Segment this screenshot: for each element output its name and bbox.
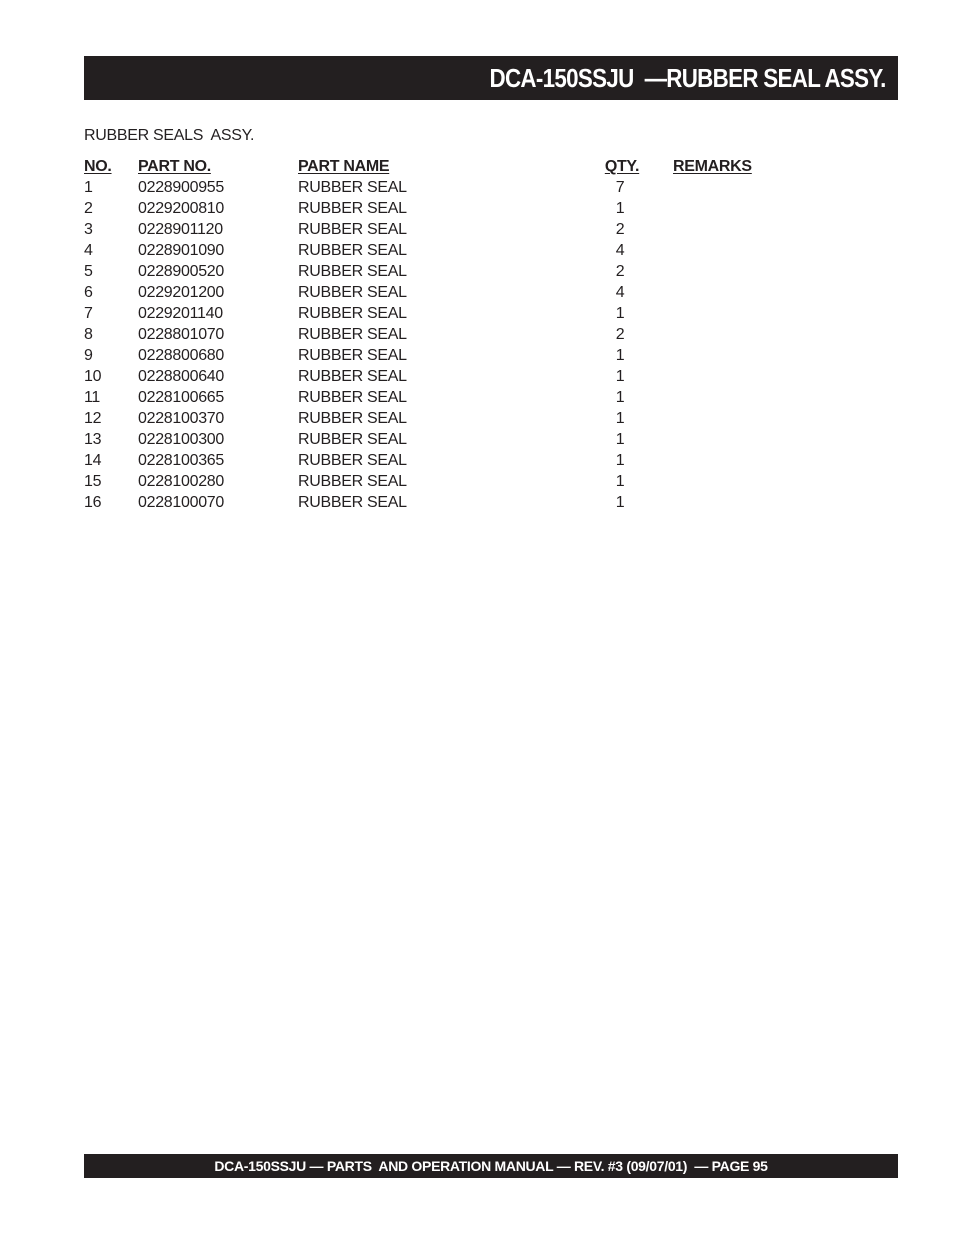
row-no: 2 <box>84 200 93 217</box>
row-qty: 1 <box>615 347 625 364</box>
row-part-name: RUBBER SEAL <box>298 284 407 301</box>
row-part-no: 0228100070 <box>138 494 224 511</box>
row-no: 14 <box>84 452 102 469</box>
row-no: 4 <box>84 242 93 259</box>
section-subtitle: RUBBER SEALS ASSY. <box>84 127 255 144</box>
row-part-no: 0229201200 <box>138 284 224 301</box>
row-qty: 1 <box>615 494 625 511</box>
row-part-name: RUBBER SEAL <box>298 431 407 448</box>
row-part-name: RUBBER SEAL <box>298 347 407 364</box>
row-part-name: RUBBER SEAL <box>298 452 407 469</box>
page-title-bar <box>84 56 898 100</box>
row-part-no: 0229200810 <box>138 200 224 217</box>
row-no: 9 <box>84 347 93 364</box>
page-footer-bar <box>84 1154 898 1178</box>
table-row <box>84 493 784 514</box>
row-no: 7 <box>84 305 93 322</box>
row-part-no: 0228801070 <box>138 326 224 343</box>
row-part-name: RUBBER SEAL <box>298 179 407 196</box>
row-part-no: 0228800640 <box>138 368 224 385</box>
row-no: 8 <box>84 326 93 343</box>
row-part-name: RUBBER SEAL <box>298 200 407 217</box>
row-qty: 1 <box>615 305 625 322</box>
row-part-no: 0228100665 <box>138 389 224 406</box>
row-part-name: RUBBER SEAL <box>298 473 407 490</box>
row-no: 1 <box>84 179 93 196</box>
column-header-remarks: REMARKS <box>673 158 752 175</box>
page-title: DCA-150SSJU —RUBBER SEAL ASSY. <box>489 63 886 93</box>
row-no: 15 <box>84 473 102 490</box>
table-row <box>84 346 784 367</box>
row-no: 10 <box>84 368 102 385</box>
row-qty: 1 <box>615 473 625 490</box>
table-row <box>84 472 784 493</box>
row-no: 5 <box>84 263 93 280</box>
row-qty: 7 <box>615 179 625 196</box>
row-no: 13 <box>84 431 102 448</box>
row-part-no: 0229201140 <box>138 305 223 322</box>
row-qty: 4 <box>615 284 625 301</box>
row-qty: 1 <box>615 389 625 406</box>
table-row <box>84 430 784 451</box>
row-qty: 2 <box>615 326 625 343</box>
page-footer-text: DCA-150SSJU — PARTS AND OPERATION MANUAL — REV. #3 (09/07/01) — PAGE 95 <box>214 1158 768 1174</box>
row-part-no: 0228100370 <box>138 410 224 427</box>
row-no: 6 <box>84 284 93 301</box>
row-qty: 2 <box>615 221 625 238</box>
row-no: 12 <box>84 410 102 427</box>
row-part-name: RUBBER SEAL <box>298 242 407 259</box>
row-qty: 1 <box>615 368 625 385</box>
column-header-part-name: PART NAME <box>298 158 390 175</box>
row-no: 3 <box>84 221 93 238</box>
row-part-name: RUBBER SEAL <box>298 263 407 280</box>
column-header-qty: QTY. <box>604 158 640 175</box>
table-row <box>84 304 784 325</box>
column-header-part-no: PART NO. <box>138 158 211 175</box>
row-part-no: 0228100280 <box>138 473 224 490</box>
table-row <box>84 262 784 283</box>
row-part-no: 0228100300 <box>138 431 224 448</box>
row-part-no: 0228800680 <box>138 347 224 364</box>
row-part-name: RUBBER SEAL <box>298 368 407 385</box>
row-part-no: 0228901120 <box>138 221 223 238</box>
row-part-name: RUBBER SEAL <box>298 410 407 427</box>
row-part-no: 0228900520 <box>138 263 224 280</box>
parts-list-table <box>84 157 784 514</box>
table-row <box>84 220 784 241</box>
table-row <box>84 325 784 346</box>
row-part-no: 0228901090 <box>138 242 224 259</box>
table-row <box>84 409 784 430</box>
table-row <box>84 451 784 472</box>
row-qty: 2 <box>615 263 625 280</box>
row-part-no: 0228900955 <box>138 179 224 196</box>
table-row <box>84 241 784 262</box>
row-qty: 4 <box>615 242 625 259</box>
table-header-row <box>84 157 784 178</box>
row-no: 11 <box>84 389 101 406</box>
table-row <box>84 367 784 388</box>
row-part-name: RUBBER SEAL <box>298 326 407 343</box>
row-qty: 1 <box>615 431 625 448</box>
row-part-name: RUBBER SEAL <box>298 389 407 406</box>
row-part-name: RUBBER SEAL <box>298 221 407 238</box>
row-part-name: RUBBER SEAL <box>298 305 407 322</box>
row-part-name: RUBBER SEAL <box>298 494 407 511</box>
table-row <box>84 199 784 220</box>
row-no: 16 <box>84 494 102 511</box>
row-qty: 1 <box>615 410 625 427</box>
table-row <box>84 283 784 304</box>
table-row <box>84 178 784 199</box>
row-qty: 1 <box>615 200 625 217</box>
row-qty: 1 <box>615 452 625 469</box>
table-row <box>84 388 784 409</box>
row-part-no: 0228100365 <box>138 452 224 469</box>
column-header-no: NO. <box>84 158 112 175</box>
